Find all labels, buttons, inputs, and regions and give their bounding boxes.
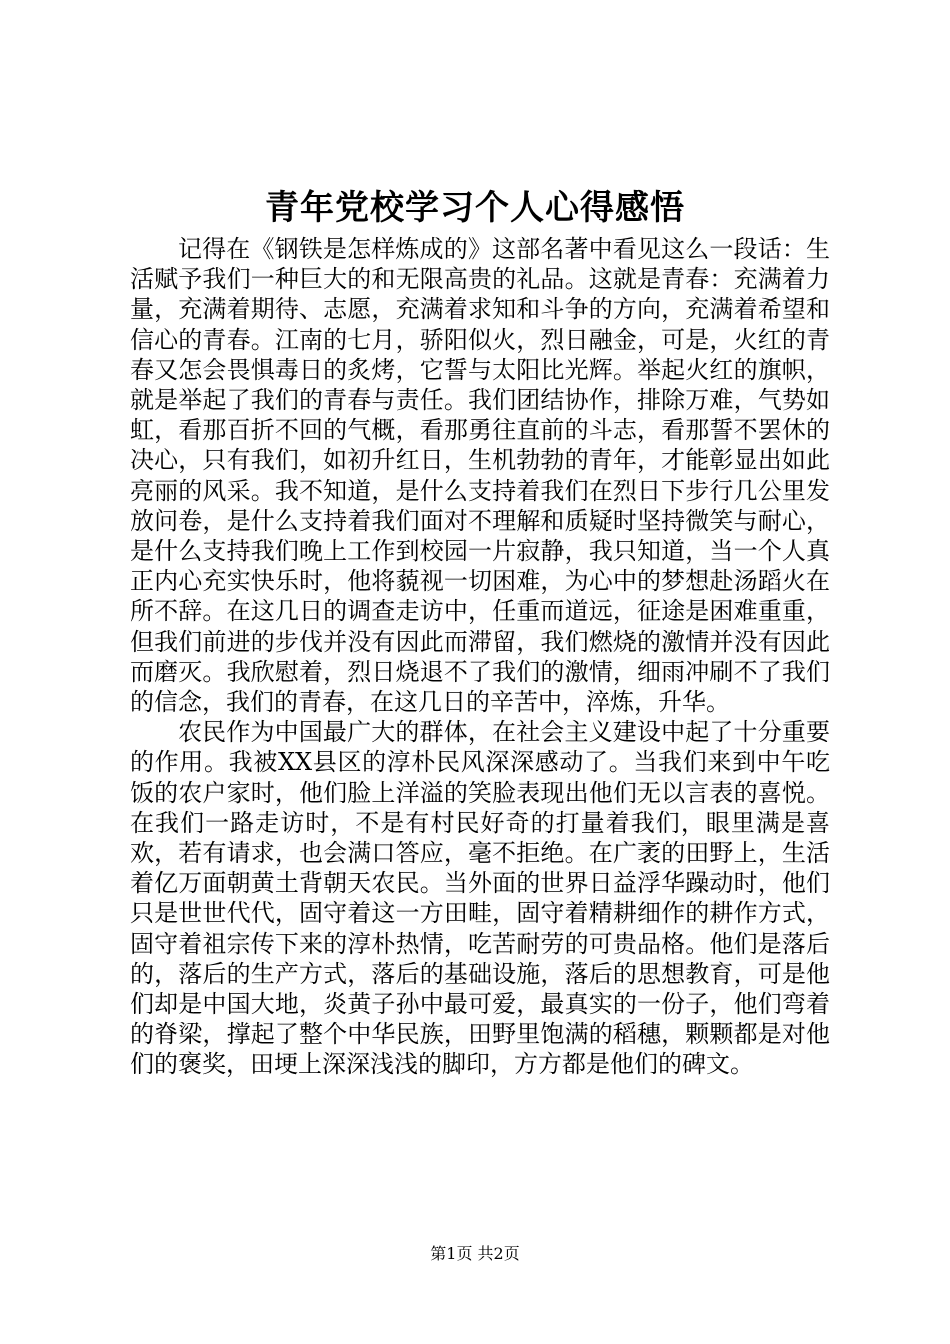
document-body <box>130 234 830 1080</box>
paragraph: 记得在《钢铁是怎样炼成的》这部名著中看见这么一段话：生活赋予我们一种巨大的和无限高贵的礼品。这就是青春：充满着力量，充满着期待、志愿，充满着求知和斗争的方向，充满着希望和信心的青春。江南的七月，骄阳似火，烈日融金，可是，火红的青春又怎会畏惧毒日的炙烤，它誓与太阳比光辉。举起火红的旗帜，就是举起了我们的青春与责任。我们团结协作，排除万难，气势如虹，看那百折不回的气概，看那勇往直前的斗志，看那誓不罢休的决心，只有我们，如初升红日，生机勃勃的青年，才能彰显出如此亮丽的风采。我不知道，是什么支持着我们在烈日下步行几公里发放问卷，是什么支持着我们面对不理解和质疑时坚持微笑与耐心，是什么支持我们晚上工作到校园一片寂静，我只知道，当一个人真正内心充实快乐时，他将藐视一切困难，为心中的梦想赴汤蹈火在所不辞。在这几日的调查走访中，任重而道远，征途是困难重重，但我们前进的步伐并没有因此而滞留，我们燃烧的激情并没有因此而磨灭。我欣慰着，烈日烧退不了我们的激情，细雨冲刷不了我们的信念，我们的青春，在这几日的辛苦中，淬炼，升华。 <box>130 235 830 717</box>
paragraph: 农民作为中国最广大的群体，在社会主义建设中起了十分重要的作用。我被XX县区的淳朴民风深深感动了。当我们来到中午吃饭的农户家时，他们脸上洋溢的笑脸表现出他们无以言表的喜悦。在我们一路走访时，不是有村民好奇的打量着我们，眼里满是喜欢，若有请求，也会满口答应，毫不拒绝。在广袤的田野上，生活着亿万面朝黄土背朝天农民。当外面的世界日益浮华躁动时，他们只是世世代代，固守着这一方田畦，固守着精耕细作的耕作方式，固守着祖宗传下来的淳朴热情，吃苦耐劳的可贵品格。他们是落后的，落后的生产方式，落后的基础设施，落后的思想教育，可是他们却是中国大地，炎黄子孙中最可爱，最真实的一份子，他们弯着的脊梁，撑起了整个中华民族，田野里饱满的稻穗，颗颗都是对他们的褒奖，田埂上深深浅浅的脚印，方方都是他们的碑文。 <box>130 718 830 1079</box>
page-footer: 第1页 共2页 <box>430 1244 520 1263</box>
document-title: 青年党校学习个人心得感悟 <box>265 188 685 228</box>
